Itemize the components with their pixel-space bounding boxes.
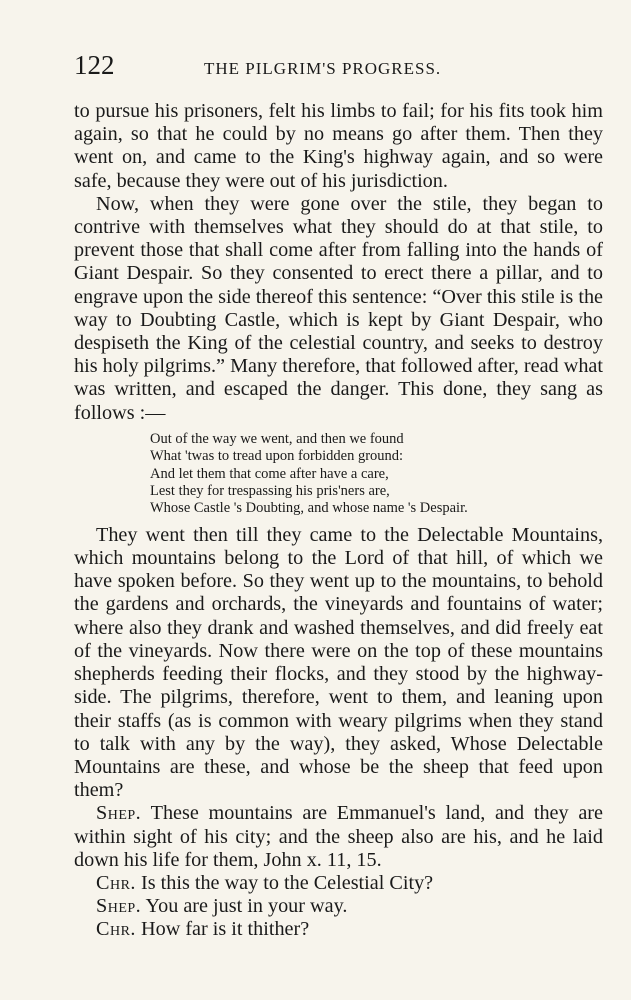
body-text [74,100,603,942]
dialogue-text: These mountains are Emmanuel's land, and they are within sight of his city; and the sheep also are his, and he laid down his life for them, John x. 11, 15. [74,802,603,871]
page-number: 122 [74,50,115,80]
dialogue-text: You are just in your way. [145,895,348,918]
dialogue-text: How far is it thither? [141,918,310,941]
running-title: THE PILGRIM'S PROGRESS. [204,59,442,78]
speaker-label: Chr. [96,918,136,941]
dialogue-line [74,895,603,918]
dialogue-text: Is this the way to the Celestial City? [141,871,434,894]
paragraph-continued: to pursue his prisoners, felt his limbs to fail; for his fits took him again, so that he could by no means go after them. Then they went on, and came to the King's highway again, and so were safe, because they were out of his jurisdiction. [74,100,603,192]
dialogue-line [74,802,603,872]
verse-line: And let them that come after have a care, [150,465,389,482]
verse-line: What 'twas to tread upon forbidden ground: [150,448,404,465]
verse-line: Lest they for trespassing his pris'ners are, [150,483,390,500]
speaker-label: Chr. [96,871,136,894]
dialogue-line [74,918,603,941]
speaker-label: Shep. [96,895,142,918]
running-head [74,50,603,90]
verse-line: Whose Castle 's Doubting, and whose name 's Despair. [150,500,468,517]
verse-line: Out of the way we went, and then we found [150,430,404,447]
speaker-label: Shep. [96,802,142,825]
verse-block [150,431,603,518]
paragraph-delectable-mountains: They went then till they came to the Delectable Mountains, which mountains belong to the Lord of that hill, of which we have spoken before. So they went up to the mountains, to behold the gardens and orchards, the vineyards and fountains of water; where also they drank and washed themselves, and did freely eat of the vineyards. Now there were on the top of these mountains shepherds feeding their flocks, and they stood by the highway-side. The pilgrims, therefore, went to them, and leaning upon their staffs (as is common with weary pilgrims when they stand to talk with any by the way), they asked, Whose Delectable Mountains are these, and whose be the sheep that feed upon them? [74,523,603,802]
paragraph-stile: Now, when they were gone over the stile, they began to contrive with themselves what they should do at that stile, to prevent those that shall come after from falling into the hands of Giant Despair. So they consented to erect there a pillar, and to engrave upon the side thereof this sentence: “Over this stile is the way to Doubting Castle, which is kept by Giant Despair, who despiseth the King of the celestial country, and seeks to destroy his holy pilgrims.” Many therefore, that followed after, read what was written, and escaped the danger. This done, they sang as follows :— [74,192,603,424]
dialogue-line [74,872,603,895]
